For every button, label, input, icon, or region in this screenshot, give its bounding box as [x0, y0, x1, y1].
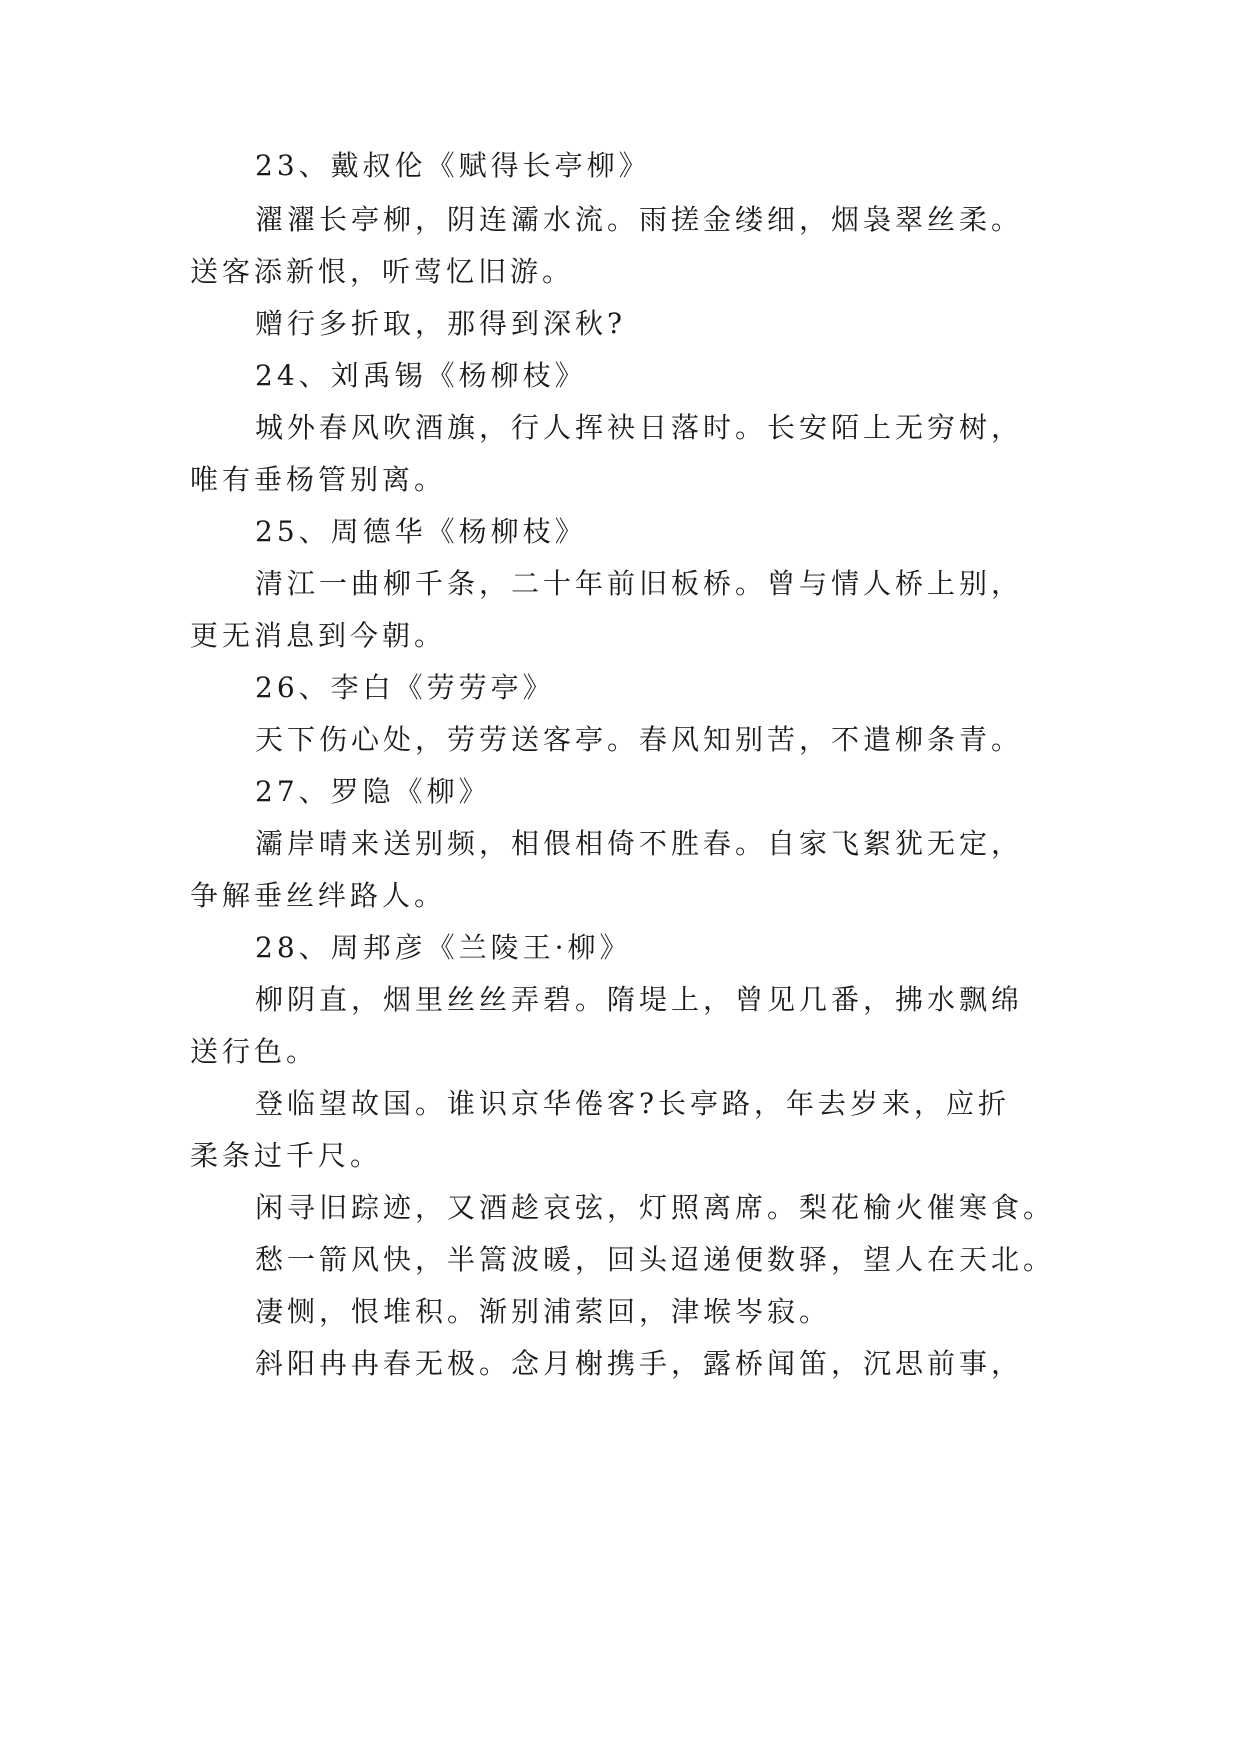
- poem-line: 赠行多折取，那得到深秋?: [255, 307, 627, 340]
- poem-heading-28: 28、周邦彦《兰陵王·柳》: [255, 931, 632, 964]
- poem-line: 灞岸晴来送别频，相偎相倚不胜春。自家飞絮犹无定，: [255, 827, 1024, 860]
- poem-heading-27: 27、罗隐《柳》: [255, 775, 491, 808]
- poem-heading-26: 26、李白《劳劳亭》: [255, 671, 555, 704]
- poem-line: 濯濯长亭柳，阴连灞水流。雨搓金缕细，烟袅翠丝柔。: [255, 203, 1024, 236]
- poem-line: 送客添新恨，听莺忆旧游。: [190, 255, 575, 288]
- poem-line: 送行色。: [190, 1035, 319, 1068]
- poem-line: 登临望故国。谁识京华倦客?长亭路，年去岁来，应折: [255, 1087, 1011, 1120]
- poem-line: 天下伤心处，劳劳送客亭。春风知别苦，不遣柳条青。: [255, 723, 1024, 756]
- poem-line: 唯有垂杨管别离。: [190, 463, 447, 496]
- poem-heading-23: 23、戴叔伦《赋得长亭柳》: [255, 149, 651, 182]
- poem-line: 争解垂丝绊路人。: [190, 879, 447, 912]
- poem-line: 柔条过千尺。: [190, 1139, 383, 1172]
- poem-line: 城外春风吹酒旗，行人挥袂日落时。长安陌上无穷树，: [255, 411, 1024, 444]
- poem-heading-25: 25、周德华《杨柳枝》: [255, 515, 587, 548]
- poem-line: 闲寻旧踪迹，又酒趁哀弦，灯照离席。梨花榆火催寒食。: [255, 1191, 1056, 1224]
- poem-line: 清江一曲柳千条，二十年前旧板桥。曾与情人桥上别，: [255, 567, 1024, 600]
- poem-line: 愁一箭风快，半篙波暖，回头迢递便数驿，望人在天北。: [255, 1243, 1056, 1276]
- poem-line: 凄恻，恨堆积。渐别浦萦回，津堠岑寂。: [255, 1295, 832, 1328]
- poem-heading-24: 24、刘禹锡《杨柳枝》: [255, 359, 587, 392]
- poem-line: 更无消息到今朝。: [190, 619, 447, 652]
- poem-line: 柳阴直，烟里丝丝弄碧。隋堤上，曾见几番，拂水飘绵: [255, 983, 1024, 1016]
- poem-line: 斜阳冉冉春无极。念月榭携手，露桥闻笛，沉思前事，: [255, 1347, 1024, 1380]
